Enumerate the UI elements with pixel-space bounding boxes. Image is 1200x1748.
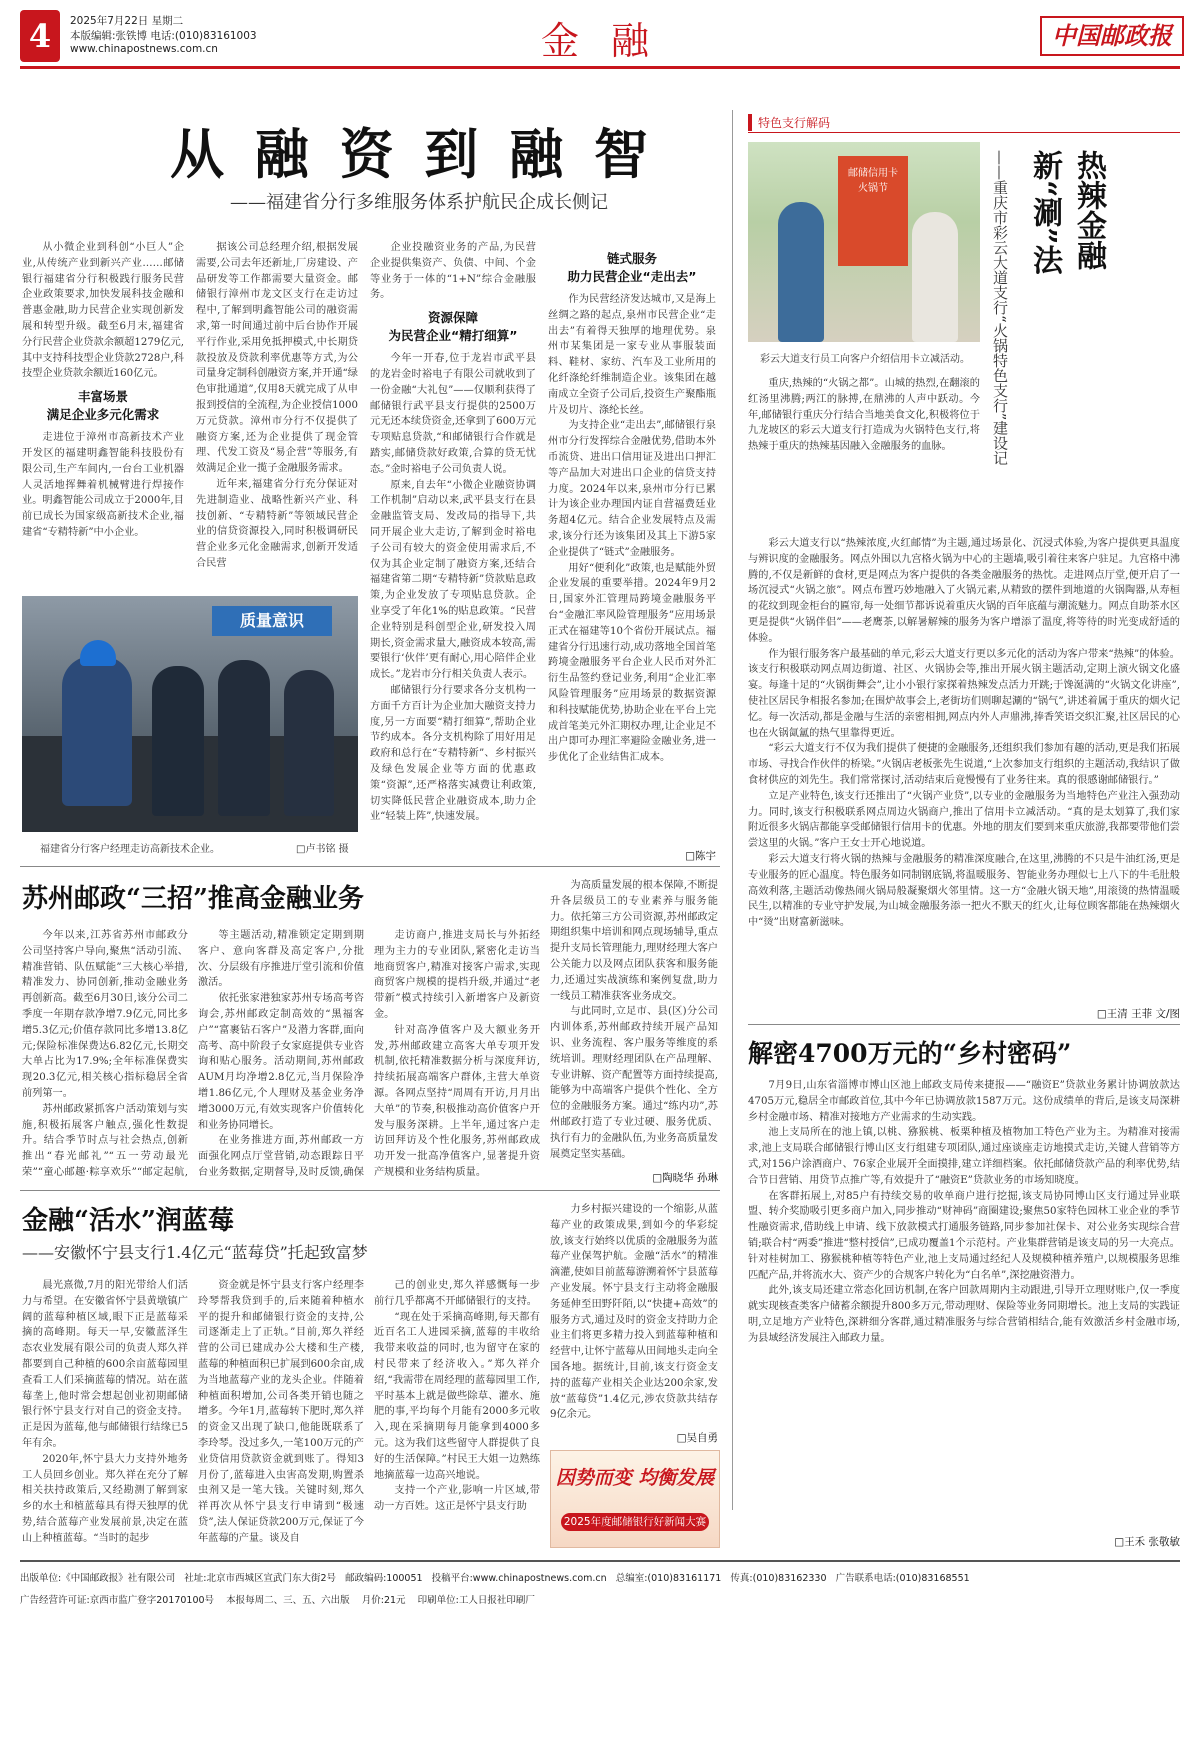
paragraph: “彩云大道支行不仅为我们提供了便捷的金融服务,还组织我们参加有趣的活动,更是我们拓展市场、寻找合作伙伴的桥梁。”火锅店老板张先生说道,“上次参加支行组织的主题活动,我结识了做食材供应的刘先生。我们常常探讨,活动结束后竟慢慢有了业务往来。真的很感谢邮储银行。” xyxy=(748,743,1180,786)
paragraph: 企业投融资业务的产品,为民营企业提供集资产、负债、中间、个金等业务于一体的“1+N”综合金融服务。 xyxy=(370,242,536,301)
paragraph: 为高质量发展的根本保障,不断提升各层级员工的专业素养与服务能力。依托第三方公司资源,苏州邮政定期组织集中培训和网点现场辅导,重点提升支局长管理能力,理财经理大客户公关能力以及网点团队获客和服务能力,还通过实战演练和案例复盘,助力一线员工精准获客业务成交。 xyxy=(550,880,718,1002)
banner-slogan: 因势而变 均衡发展 xyxy=(555,1467,715,1489)
footer-web: 投稿平台:www.chinapostnews.com.cn xyxy=(431,1573,607,1584)
article1-col4 xyxy=(548,250,716,846)
worker-helmet xyxy=(80,640,116,666)
article1-col3 xyxy=(370,240,536,860)
sidebar-label: 特色支行解码 xyxy=(748,114,830,131)
paragraph: 资金就是怀宁县支行客户经理李玲琴帮我贷到手的,后来随着种植水平的提升和邮储银行资金的支持,公司逐渐走上了正轨。”目前,郑久祥经营的公司已建成办公大楼和生产楼,蓝莓的种植面积已扩展到600余亩,成为当地蓝莓产业的龙头企业。伴随着种植面积增加,公司各类开销也随之增多。今年1月,蓝莓转下肥时,郑久祥的资金又出现了缺口,他能既联系了李玲琴。没过多久,一笔100万元的产业贷信用贷款资金就到账了。得知3月份了,蓝莓进入虫害高发期,购置杀虫剂又是一笔大钱。关键时刻,郑久祥再次从怀宁县支行申请到“极速贷”,法人保证贷款200万元,保证了今年蓝莓的产量。谈及自 xyxy=(198,1280,364,1544)
paragraph: “现在处于采摘高峰期,每天都有近百名工人进园采摘,蓝莓的丰收给我带来收益的同时,也为留守在家的村民带来了经济收入。”郑久祥介绍,“我需带在周经理的蓝莓园里工作,平时基本上就是做些除草、灌水、施肥的事,平均每个月能有2000多元收入,现在采摘期每月能拿到4000多元。这为我们这些留守人群提供了良好的生活保障。”村民王大姐一边熟练地摘蓝莓一边高兴地说。 xyxy=(374,1311,540,1481)
paragraph: 晨光熹微,7月的阳光带给人们活力与希望。在安徽省怀宁县黄墩镇广阔的蓝莓种植区域,眼下正是蓝莓采摘的高峰期。每天一早,安徽蓝泽生态农业发展有限公司的负责人郑久祥都要到自己种植的600余亩蓝莓园里查看工人们采摘蓝莓的情况。站在蓝莓垄上,他时常会想起创业初期邮储银行怀宁县支行对自己的资金支持。正是因为蓝莓,他与邮储银行结缘已5年有余。 xyxy=(22,1280,188,1449)
divider xyxy=(732,110,733,1510)
article4-title: 解密4700万元的“乡村密码” xyxy=(748,1039,1072,1068)
subheading: 丰富场景 满足企业多元化需求 xyxy=(46,389,160,423)
staff-figure xyxy=(284,670,334,816)
article2-col4 xyxy=(550,878,718,1168)
paragraph: 用好“便利化”政策,也是赋能外贸企业发展的重要举措。2024年9月2日,国家外汇管理局跨境金融服务平台“金融汇率风险管理服务”应用场景正式在福建等10个省份开展试点。福建省分行迅速行动,成功落地全国首笔跨境金融服务平台企业人民币对外汇衍生品签约登记业务,利用“企业汇率风险管理服务”应用场景的数据资源和科技赋能优势,协助企业在平台上完成首笔美元外汇期权办理,让企业足不出户即可办理汇率避险金融业务,进一步优化了企业结售汇成本。 xyxy=(548,562,716,764)
sidebar-body xyxy=(748,536,1180,1006)
paragraph: 据该公司总经理介绍,根据发展需要,公司去年还新址,厂房建设、产品研发等工作都需要大量资金。邮储银行漳州市龙文区支行在走访过程中,了解到明鑫智能公司的融资需求,第一时间通过前中后台协作开展平行作业,采用免抵押模式,中长期贷款投放及贷款利率优惠等方式,为公司量身定制科创融资方案,并开通“绿色审批通道”,仅用8天就完成了从申报到授信的全流程,为企业授信1000万元贷款。漳州市分行不仅提供了融资方案,还为企业提供了现金管理、代发工资及“易企营”等服务,有效满足企业一揽子金融服务需求。 xyxy=(196,242,358,475)
footer-ad-phone: 广告联系电话:(010)83168551 xyxy=(835,1573,970,1584)
paragraph: 在客群拓展上,对85户有持续交易的收单商户进行挖掘,该支局协同博山区支行通过异业联盟、转介奖励吸引更多商户加入,同步推动“财神码”商圈建设;聚焦50家特色园林工业企业的季节性融资需求,借助线上申请、线下放款模式打通服务链路,同步参加社保卡、对公业务实现综合营销;联合村“两委”推进“整村授信”,已成功覆盖1个示范村。产业集群营销是该支局的另一大亮点。针对桂树加工、猕猴桃种植等特色产业,池上支局通过经纪人及规模种植养殖户,以规模服务思维匹配产品,并将流水大、资产少的合规客户转化为“白名单”,深挖融资潜力。 xyxy=(748,1190,1180,1281)
factory-photo xyxy=(22,596,358,832)
paragraph: 与此同时,立足市、县(区)分公司内训体系,苏州邮政持续开展产品知识、业务流程、客户服务等维度的系统培训。理财经理团队在产品理解、专业讲解、资产配置等方面持续提高,能够为中高端客户提供个性化、全方位的金融服务方案。通过“练内功”,苏州邮政打造了专业过硬、服务优质、执行有力的金融队伍,为业务高质量发展奠定坚实基础。 xyxy=(550,1006,718,1160)
article1-col2 xyxy=(196,240,358,580)
paragraph: 彩云大道支行将火锅的热辣与金融服务的精准深度融合,在这里,沸腾的不只是牛油红汤,更是专业服务的匠心温度。特色服务如同制钢底锅,将温暖服务、智能业务办理似七上八下的牛毛肚般高效利落,主题活动像热闹火锅局般凝聚烟火邻里情。这一方“金融火锅天地”,用滚烫的热情温暖民生,以精准的专业守护发展,为山城金融服务添一把火不默天的红火,让每位顾客都能在热辣烟火中“烫”出财富新滋味。 xyxy=(748,853,1180,929)
article3-col4 xyxy=(550,1202,718,1428)
article3-credit: □吴自勇 xyxy=(676,1432,718,1444)
paragraph: 在业务推进方面,苏州邮政一方面强化网点厅堂营销,动态跟踪日平台业务数据,定期督导,及时反馈,确保 xyxy=(198,1135,364,1178)
photo-caption: 彩云大道支行员工向客户介绍信用卡立减活动。 xyxy=(760,354,970,365)
footer-line2 xyxy=(20,1592,1180,1606)
article3-col1 xyxy=(22,1278,188,1550)
paragraph: 近年来,福建省分行充分保证对先进制造业、战略性新兴产业、科技创新、“专精特新”等领域民营企业的信贷资源投入,同时积极调研民营企业多元化金融需求,创新开发适合民营 xyxy=(196,478,358,569)
divider xyxy=(748,132,1180,133)
staff-figure xyxy=(218,660,270,816)
article2-title: 苏州邮政“三招”推高金融业务 xyxy=(22,884,364,914)
divider xyxy=(20,1190,720,1191)
article1-col1 xyxy=(22,240,184,580)
article4-credit: □王禾 张敬敏 xyxy=(1114,1536,1180,1548)
paragraph: 等主题活动,精准锁定定期到期客户、意向客群及高定客户,分批次、分层级有序推进厅堂引流和价值激活。 xyxy=(198,930,364,989)
staff-figure xyxy=(778,202,824,342)
article3-title: 金融“活水”润蓝莓 xyxy=(22,1206,234,1236)
paragraph: 2020年,怀宁县大力支持外地务工人员回乡创业。郑久祥在充分了解相关扶持政策后,又经勘测了解到家乡的水土和植蓝莓具有得天独厚的优势,结合蓝莓产业发展前景,决定在蓝山上种植蓝莓。“当时的起步 xyxy=(22,1453,188,1544)
subheading: 链式服务 助力民营企业“走出去” xyxy=(567,251,697,284)
article1-subtitle: ——福建省分行多维服务体系护航民企成长侧记 xyxy=(230,192,608,213)
sidebar-credit: □王清 王菲 文/图 xyxy=(1096,1008,1180,1020)
divider xyxy=(748,1024,1180,1025)
paragraph: 从小微企业到科创“小巨人”企业,从传统产业到新兴产业……邮储银行福建省分行积极践行服务民营企业政策要求,加快发展科技金融和普惠金融,助力民营企业实现创新发展和转型升级。截至6月末,福建省分行民营企业贷款余额超1279亿元,其中支持科技型企业贷款2728户,科技型企业贷款余额近160亿元。 xyxy=(22,242,184,380)
article2-col1 xyxy=(22,928,188,1182)
branch-photo xyxy=(748,142,980,342)
paragraph: 作为银行服务客户最基础的单元,彩云大道支行更以多元化的活动为客户带来“热辣”的体验。该支行积极联动网点周边街道、社区、火锅协会等,推出开展火锅主题活动,定期上演火锅文化盛宴。每逢十足的“火锅街舞会”,让小小银行家探着热辣发点活力开跳;于馋涎满的“火锅文化讲座”,使社区居民争相报名参加;在围炉故事会上,老街坊们则聊起涮的“锅气”,讲述着属于重庆的烟火记忆。每一次活动,都是金融与生活的亲密相拥,网点内外人声鼎沸,捧香笑语交织汇聚,社区居民的心也在火锅氤氲的热气里靠得更近。 xyxy=(748,648,1180,739)
banner-caption: 2025年度邮储银行好新闻大赛 xyxy=(561,1513,709,1531)
banner-sign: 质量意识 xyxy=(212,606,332,636)
article1-credit: □陈宇 xyxy=(685,850,716,862)
website: www.chinapostnews.com.cn xyxy=(70,43,218,55)
paragraph: 依托张家港独家苏州专场高考咨询会,苏州邮政定制高效的“黑福客户”“富裹钻石客户”及潜力客群,面向高考、高中阶段子女家庭提供专业咨询和贴心服务。活动期间,苏州邮政AUM月均净增2.8亿元,当月保险净增1.86亿元,个人理财及基金业务净增3000万元,有效实现客户价值转化和业务协同增长。 xyxy=(198,993,364,1131)
sidebar-title: 热辣金融新“涮”法 xyxy=(1027,150,1106,275)
editor-line: 本版编辑:张铁博 电话:(010)83161003 xyxy=(70,30,257,42)
paragraph: 为支持企业“走出去”,邮储银行泉州市分行发挥综合金融优势,借助本外币流贷、进出口信用证及进出口押汇等产品加大对进出口企业的信贷支持力度。2024年以来,泉州市分行已累计为该企业办理国内证自营福费廷业务超4亿元。结合企业发展特点及需求,该分行还为该集团及其上下游5家企业提供了“链式”金融服务。 xyxy=(548,420,716,558)
article2-credit: □陶晓华 孙琳 xyxy=(652,1172,718,1184)
paragraph: 支持一个产业,影响一片区域,带动一方百姓。这正是怀宁县支行助 xyxy=(374,1485,540,1513)
poster: 邮储信用卡 火锅节 xyxy=(838,156,908,266)
footer-days: 本报每周二、三、五、六出版 xyxy=(226,1595,350,1606)
worker-figure xyxy=(62,656,132,806)
footer-printer: 印刷单位:工人日报社印刷厂 xyxy=(417,1595,535,1606)
paragraph: 7月9日,山东省淄博市博山区池上邮政支局传来捷报——“融资E”贷款业务累计协调放款达4705万元,稳居全市邮政首位,其中今年已协调放款1587万元。这份成绩单的背后,是该支局深耕乡村金融市场、精准对接地方产业需求的生动实践。 xyxy=(748,1080,1180,1123)
paragraph: 重庆,热辣的“火锅之都”。山城的热烈,在翻滚的红汤里沸腾;两江的脉搏,在鼎沸的人声中跃动。今年,邮储银行重庆分行结合当地美食文化,积极将位于九龙坡区的彩云大道支行打造成为火锅特色支行,将热辣于重庆的热辣基因融入金融服务的血脉。 xyxy=(748,378,980,453)
footer-zip: 邮政编码:100051 xyxy=(345,1573,423,1584)
date-line: 2025年7月22日 星期二 xyxy=(70,15,184,27)
footer-license: 广告经营许可证:京西市监广登字20170100号 xyxy=(20,1595,215,1606)
paragraph: 走访商户,推进支局长与外拓经理为主力的专业团队,紧密化走访当地商贸客户,精准对接客户需求,实现商贸客户规模的提档升级,并通过“老带新”模式持续引入新增客户及新资金。 xyxy=(374,930,540,1020)
paragraph: 走进位于漳州市高新技术产业开发区的福建明鑫智能科技股份有限公司,生产车间内,一台台工业机器人灵活地挥舞着机械臂进行焊接作业。明鑫智能公司成立于2000年,目前已成长为国家级高新技术企业,福建省“专精特新”中小企业。 xyxy=(22,432,184,538)
article1-title: 从 融 资 到 融 智 xyxy=(170,122,654,186)
divider xyxy=(20,866,720,867)
paragraph: 此外,该支局还建立常态化回访机制,在客户回款周期内主动跟进,引导开立理财账户,仅一季度就实现核查类客户储蓄余额提升800多万元,带动理财、保险等业务同期增长。池上支局的实践证明,立足地方产业特色,深耕细分客群,通过精准服务与综合营销相结合,能有效激活乡村金融市场,为县域经济发展注入邮政力量。 xyxy=(748,1285,1180,1344)
article4-body xyxy=(748,1078,1180,1530)
paper-name-logo: 中国邮政报 xyxy=(1040,16,1184,56)
paragraph: 立足产业特色,该支行还推出了“火锅产业贷”,以专业的金融服务为当地特色产业注入强劲动力。同时,该支行积极联系网点周边火锅商户,推出了信用卡立减活动。“真的是太划算了,我们家附近很多火锅店都能享受邮储银行信用卡的优惠。外地的朋友们要到来重庆旅游,我都要带他们尝尝这里的火锅。”客户王女士开心地说道。 xyxy=(748,790,1180,850)
sidebar-body-top xyxy=(748,376,980,536)
paragraph: 彩云大道支行以“热辣浓度,火红邮情”为主题,通过场景化、沉浸式体验,为客户提供更具温度与辨识度的金融服务。网点外围以九宫格火锅为中心的主题墙,吸引着往来客户驻足。九宫格中沸腾的,不仅是新鲜的食材,更是网点为客户提供的各类金融服务的热忱。走进网点厅堂,便开启了一场沉浸式“火锅之旅”。网点布置巧妙地融入了火锅元素,从精致的摆件到地道的火锅陶器,从寿桓的花纹到现金柜台的匾帘,每一处细节都诉说着重庆火锅的百年底蕴与潮流魅力。网点自助茶水区更是提供“火锅伴侣”——老鹰茶,以解暑解辣的服务为客户增添了温度,将等待的时光变成舒适的体验。 xyxy=(748,538,1180,644)
paragraph: 原来,自去年“小微企业融资协调工作机制”启动以来,武平县支行在县金融监管支局、发改局的指导下,共同开展企业大走访,了解到金时裕电子公司有较大的资金使用需求后,不仅为其企业定制了融资方案,还结合福建省第二期“专精特新”贷款贴息政策,为企业发放了专项贴息贷款。企业享受了年化1%的贴息政策。“民营企业特别是科创型企业,研发投入周期长,资金需求量大,融资成本较高,需要银行‘伙伴’更有耐心,用心陪伴企业成长。”龙岩市分行相关负责人表示。 xyxy=(370,479,536,681)
paragraph: 今年以来,江苏省苏州市邮政分公司坚持客户导向,聚焦“活动引流、精准营销、队伍赋能”三大核心举措,精准发力、协同创新,推动金融业务再创新高。截至6月30日,该分公司二季度一年期存款净增7.9亿元,同比多增5.3亿元;价值存款同比多增13.8亿元;保险标准保费达6.82亿元,长期交大单占比为17.9%;全年标准保费实现20.3亿元,相关核心指标稳居全省前列第一。 xyxy=(22,930,188,1099)
paragraph: 邮储银行分行要求各分支机构一方面千方百计为企业加大融资支持力度,另一方面要“精打细算”,帮助企业节约成本。各分支机构除了用好用足政府和总行在“专精特新”、乡村振兴及绿色发展企业等方面的优惠政策“资源”,还严格落实减费让利政策,切实降低民营企业融资成本,助力企业“轻装上阵”,快速发展。 xyxy=(370,684,536,823)
footer-line1 xyxy=(20,1570,1180,1584)
paragraph: 池上支局所在的池上镇,以桃、猕猴桃、板栗种植及植物加工特色产业为主。为精准对接需求,池上支局联合邮储银行博山区支行组建专项团队,通过座谈座走访地摸式走访,关键人营销等方式,对156户涂酒商户、76家企业展开全面摸排,建立详细档案。依托邮储贷款产品的利率优势,结合节日营销、用贷节点推广等,有效提升了“融资E”贷款业务的市场知晓度。 xyxy=(748,1127,1180,1186)
subheading: 资源保障 为民营企业“精打细算” xyxy=(388,310,518,344)
article2-col2 xyxy=(198,928,364,1182)
contest-banner xyxy=(550,1450,720,1548)
footer-address: 社址:北京市西城区宣武门东大街2号 xyxy=(184,1573,337,1584)
article3-subtitle: ——安徽怀宁县支行1.4亿元“蓝莓贷”托起致富梦 xyxy=(22,1243,368,1262)
paragraph: 针对高净值客户及大额业务开发,苏州邮政建立高客大单专项开发机制,依托精准数据分析与深度拜访,持续拓展高端客户群体,主营大单资源。各网点坚持“周周有开访,月月出大单”的节奏,积极推动高价值客户开发与服务深耕。上半年,通过客户走访回拜访及个性化服务,苏州邮政成功开发一批高净值客户,显著提升资产规模和业务结构质量。 xyxy=(374,1024,540,1178)
footer-editor-phone: 总编室:(010)83161171 xyxy=(615,1573,722,1584)
photo-caption: 福建省分行客户经理走访高新技术企业。 xyxy=(40,844,220,855)
sidebar-subtitle: ——重庆市彩云大道支行“火锅特色支行”建设记 xyxy=(991,150,1009,466)
paragraph: 作为民营经济发达城市,又是海上丝绸之路的起点,泉州市民营企业“走出去”有着得天独厚的地理优势。泉州市某集团是一家专业从事服装面料、鞋材、家纺、汽车及工业所用的化纤涤纶纤维制造企业。该集团在越南成立全资子公司后,投资生产聚酯瓶片及切片、涤纶长丝。 xyxy=(548,294,716,416)
paragraph: 力乡村振兴建设的一个缩影,从蓝莓产业的政策成果,到如今的华彩绽放,该支行始终以优质的金融服务为蓝莓产业保驾护航。金融“活水”的精准滴灌,使如目前蓝莓游溯着怀宁县蓝莓产业发展。怀宁县支行主动将金融服务延伸至田野阡陌,以“快捷+高效”的服务方式,通过及时的资金支持助力企业主们将更多精力投入到蓝莓种植和经营中,让怀宁蓝莓从田间地头走向全国各地。据统计,目前,该支行资金支持的蓝莓产业相关企业达200余家,发放“蓝莓贷”1.4亿元,涉农贷款共结存9亿余元。 xyxy=(550,1204,718,1421)
footer-price: 月价:21元 xyxy=(361,1595,406,1606)
article3-col3 xyxy=(374,1278,540,1550)
masthead-rule xyxy=(20,66,1180,69)
paragraph: 今年一开春,位于龙岩市武平县的龙岩金时裕电子有限公司就收到了一份金融“大礼包”——仅顺利获得了邮储银行武平县支行提供的2500万元无还本续贷资金,还拿到了600万元专项贴息贷款,“和邮储银行合作就是踏实,邮储贷款好政策,合算的贷无忧态。”金时裕电子公司负责人说。 xyxy=(370,353,536,475)
footer-fax: 传真:(010)83162330 xyxy=(730,1573,827,1584)
paragraph: 苏州邮政紧抓客户活动策划与实施,积极拓展客户触点,强化性数提升。结合季节时点与社会热点,创新推出“春光邮礼”“五一劳动最光荣”“童心邮趣·粽享欢乐”“邮定起航, xyxy=(22,1103,188,1178)
staff-figure xyxy=(152,666,204,816)
staff-figure xyxy=(912,212,958,342)
footer-publisher: 出版单位:《中国邮政报》社有限公司 xyxy=(20,1573,176,1584)
footer-rule xyxy=(20,1560,1180,1562)
article3-col2 xyxy=(198,1278,364,1550)
paragraph xyxy=(374,1181,540,1182)
paragraph: 己的创业史,郑久祥感慨每一步前行几乎都离不开邮储银行的支持。 xyxy=(374,1280,540,1307)
page-number-badge: 4 xyxy=(20,10,60,62)
photo-credit: □卢书铭 摄 xyxy=(296,844,349,855)
section-title: 金 融 xyxy=(540,19,660,63)
article2-col3 xyxy=(374,928,540,1182)
